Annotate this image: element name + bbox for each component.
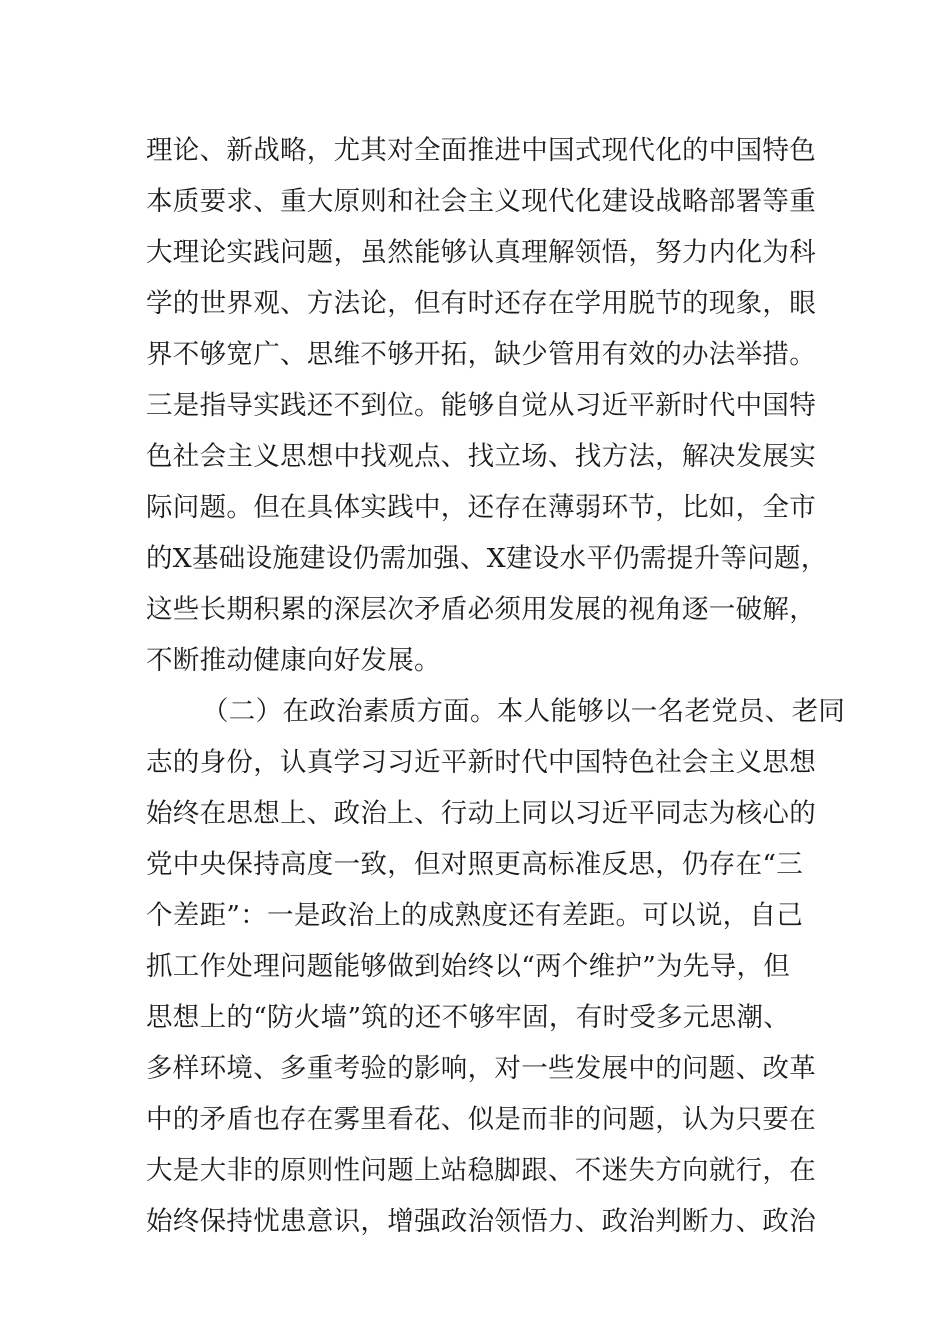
text-line: 学的世界观、方法论，但有时还存在学用脱节的现象，眼 xyxy=(146,288,816,319)
text-line: 抓工作处理问题能够做到始终以“两个维护”为先导，但 xyxy=(146,951,791,982)
text-line: 中的矛盾也存在雾里看花、似是而非的问题，认为只要在 xyxy=(146,1104,816,1135)
text-line: 本质要求、重大原则和社会主义现代化建设战略部署等重 xyxy=(146,186,816,217)
text-line: 色社会主义思想中找观点、找立场、找方法，解决发展实 xyxy=(146,441,816,472)
text-line: 三是指导实践还不到位。能够自觉从习近平新时代中国特 xyxy=(146,390,816,421)
text-line: 始终保持忧患意识，增强政治领悟力、政治判断力、政治 xyxy=(146,1206,816,1237)
text-line: 这些长期积累的深层次矛盾必须用发展的视角逐一破解， xyxy=(146,594,816,625)
text-line: 思想上的“防火墙”筑的还不够牢固，有时受多元思潮、 xyxy=(146,1002,791,1033)
text-line: 大是大非的原则性问题上站稳脚跟、不迷失方向就行，在 xyxy=(146,1155,816,1186)
text-line: 多样环境、多重考验的影响，对一些发展中的问题、改革 xyxy=(146,1053,816,1084)
text-line: 理论、新战略，尤其对全面推进中国式现代化的中国特色 xyxy=(146,135,816,166)
text-line: 党中央保持高度一致，但对照更高标准反思，仍存在“三 xyxy=(146,849,804,880)
text-line: 志的身份，认真学习习近平新时代中国特色社会主义思想 xyxy=(146,747,816,778)
text-line: 界不够宽广、思维不够开拓，缺少管用有效的办法举措。 xyxy=(146,339,816,370)
paragraph-start-line: （二）在政治素质方面。本人能够以一名老党员、老同 xyxy=(202,696,846,727)
text-line: 际问题。但在具体实践中，还存在薄弱环节，比如，全市 xyxy=(146,492,816,523)
text-line: 个差距”：一是政治上的成熟度还有差距。可以说，自己 xyxy=(146,900,804,931)
text-line: 不断推动健康向好发展。 xyxy=(146,645,441,676)
text-line: 始终在思想上、政治上、行动上同以习近平同志为核心的 xyxy=(146,798,816,829)
text-line: 大理论实践问题，虽然能够认真理解领悟，努力内化为科 xyxy=(146,237,816,268)
text-line: 的X基础设施建设仍需加强、X建设水平仍需提升等问题， xyxy=(146,543,828,574)
